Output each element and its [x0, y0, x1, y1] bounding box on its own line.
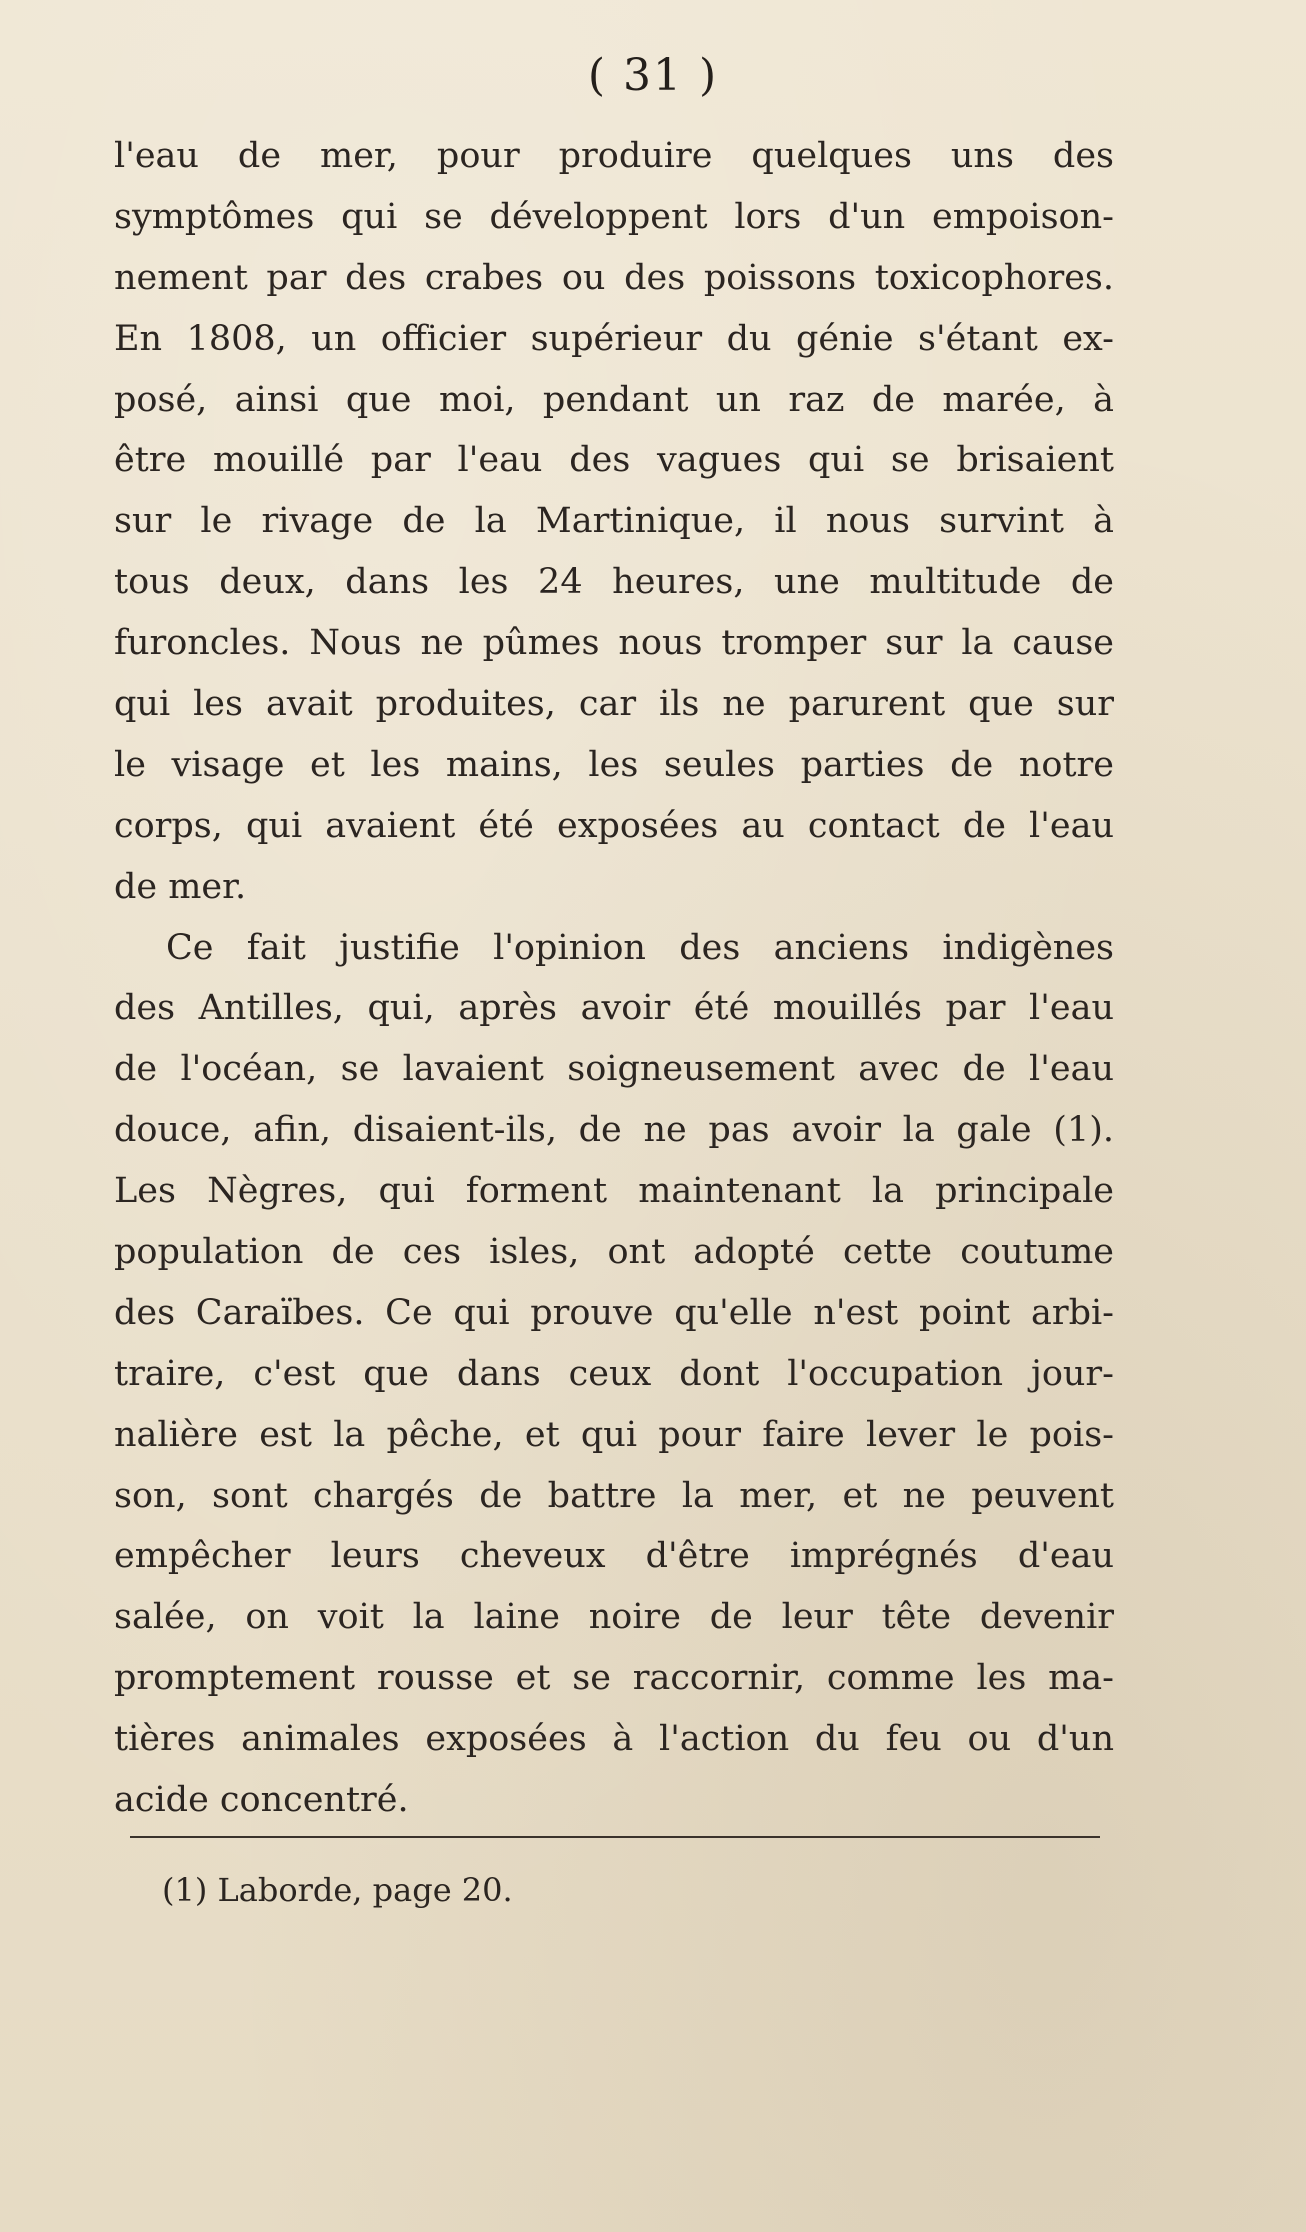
text-line: nalière est la pêche, et qui pour faire lever le pois- [114, 1414, 1114, 1455]
text-line: qui les avait produites, car ils ne parurent que sur [114, 684, 1114, 725]
text-line: En 1808, un officier supérieur du génie s'étant ex- [114, 318, 1114, 359]
text-line: de mer. [114, 866, 247, 907]
text-line: corps, qui avaient été exposées au contact de l'eau [114, 805, 1114, 846]
text-line: son, sont chargés de battre la mer, et ne peuvent [114, 1475, 1114, 1516]
text-line: acide concentré. [114, 1780, 409, 1821]
footnote: (1) Laborde, page 20. [162, 1871, 513, 1909]
text-line: sur le rivage de la Martinique, il nous survint à [114, 501, 1114, 542]
paragraph-start-line: Ce fait justifie l'opinion des anciens indigènes [166, 927, 1114, 968]
text-line: empêcher leurs cheveux d'être imprégnés d'eau [114, 1536, 1114, 1577]
text-line: tières animales exposées à l'action du feu ou d'un [114, 1719, 1114, 1760]
text-line: symptômes qui se développent lors d'un empoison- [114, 196, 1114, 237]
text-line: des Caraïbes. Ce qui prouve qu'elle n'est point arbi- [114, 1292, 1114, 1333]
text-line: de l'océan, se lavaient soigneusement avec de l'eau [114, 1049, 1114, 1090]
footnote-divider [130, 1836, 1100, 1838]
text-line: traire, c'est que dans ceux dont l'occupation jour- [114, 1353, 1114, 1394]
text-line: salée, on voit la laine noire de leur tête devenir [114, 1597, 1114, 1638]
text-line: population de ces isles, ont adopté cette coutume [114, 1232, 1114, 1273]
body-text [114, 126, 1114, 1831]
text-line: Les Nègres, qui forment maintenant la principale [114, 1171, 1114, 1212]
text-line: des Antilles, qui, après avoir été mouillés par l'eau [114, 988, 1114, 1029]
text-line: tous deux, dans les 24 heures, une multitude de [114, 562, 1114, 603]
page-number: ( 31 ) [587, 50, 719, 101]
text-line: nement par des crabes ou des poissons toxicophores. [114, 257, 1114, 298]
text-line: l'eau de mer, pour produire quelques uns des [114, 136, 1114, 176]
text-line: douce, afin, disaient-ils, de ne pas avoir la gale (1). [114, 1110, 1114, 1151]
text-line: posé, ainsi que moi, pendant un raz de marée, à [114, 379, 1114, 420]
text-line: furoncles. Nous ne pûmes nous tromper sur la cause [114, 623, 1114, 664]
text-line: le visage et les mains, les seules parties de notre [114, 744, 1114, 785]
text-line: promptement rousse et se raccornir, comme les ma- [114, 1658, 1114, 1699]
text-line: être mouillé par l'eau des vagues qui se brisaient [114, 440, 1114, 481]
